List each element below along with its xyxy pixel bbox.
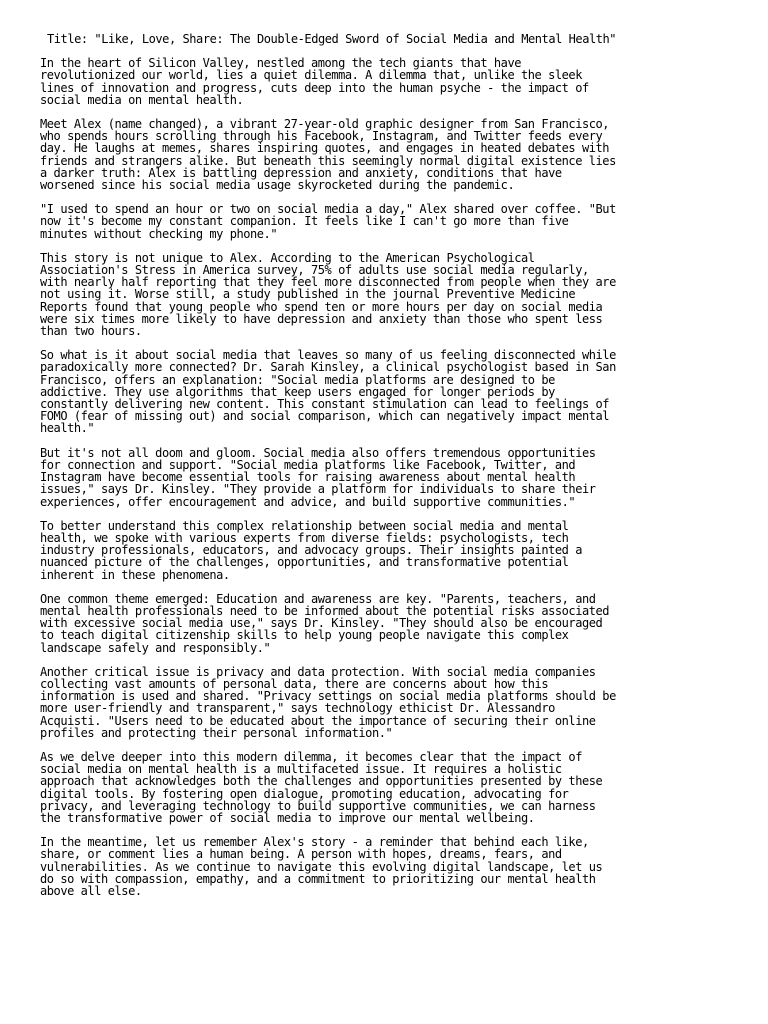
paragraph-5: So what is it about social media that leaves so many of us feeling disconnected while paradoxically more connected? Dr. Sarah Kinsley, a clinical psychologist based in San Francisco, offers an explanation: "Social media platforms are designed to be addictive. They use algorithms that keep users engaged for longer periods by constantly delivering new content. This constant stimulation can lead to feelings of FOMO (fear of missing out) and social comparison, which can negatively impact mental health." — [40, 348, 616, 436]
paragraph-8: One common theme emerged: Education and awareness are key. "Parents, teachers, and mental health professionals need to be informed about the potential risks associated with excessive social media use," says Dr. Kinsley. "They should also be encouraged to teach digital citizenship skills to help young people navigate this complex landscape safely and responsibly." — [40, 591, 610, 655]
paragraph-6: But it's not all doom and gloom. Social media also offers tremendous opportunities for connection and support. "Social media platforms like Facebook, Twitter, and Instagram have become essential tools for raising awareness about mental health issues," says Dr. Kinsley. "They provide a platform for individuals to share their experiences, offer encouragement and advice, and build supportive communities." — [40, 445, 596, 509]
paragraph-3: "I used to spend an hour or two on social media a day," Alex shared over coffee. "But now it's become my constant companion. It feels like I can't go more than five minutes without checking my phone." — [40, 202, 616, 241]
paragraph-11: In the meantime, let us remember Alex's story - a reminder that behind each like, share, or comment lies a human being. A person with hopes, dreams, fears, and vulnerabilities. As we continue to navigate this evolving digital landscape, let us do so with compassion, empathy, and a commitment to prioritizing our mental health above all else. — [40, 835, 603, 898]
paragraph-2: Meet Alex (name changed), a vibrant 27-year-old graphic designer from San Francisco, who spends hours scrolling through his Facebook, Instagram, and Twitter feeds every day. He laughs at memes, shares inspiring quotes, and engages in heated debates with friends and strangers alike. But beneath this seemingly normal digital existence lies a darker truth: Alex is battling depression and anxiety, conditions that have worsened since his social media usage skyrocketed during the pandemic. — [40, 117, 616, 193]
paragraph-4: This story is not unique to Alex. According to the American Psychological Association's Stress in America survey, 75% of adults use social media regularly, with nearly half reporting that they feel more disconnected from people when they are not using it. Worse still, a study published in the journal Preventive Medicine Reports found that young people who spend ten or more hours per day on social media were six times more likely to have depression and anxiety than those who spent less than two hours. — [40, 250, 616, 339]
document-title: Title: "Like, Love, Share: The Double-Edged Sword of Social Media and Mental Health" — [47, 32, 617, 46]
document-page — [40, 33, 710, 909]
paragraph-9: Another critical issue is privacy and data protection. With social media companies collecting vast amounts of personal data, there are concerns about how this information is used and shared. "Privacy settings on social media platforms should be more user-friendly and transparent," says technology ethicist Dr. Alessandro Acquisti. "Users need to be educated about the importance of securing their online profiles and protecting their personal information." — [40, 664, 616, 740]
paragraph-10: As we delve deeper into this modern dilemma, it becomes clear that the impact of social media on mental health is a multifaceted issue. It requires a holistic approach that acknowledges both the challenges and opportunities presented by these digital tools. By fostering open dialogue, promoting education, advocating for privacy, and leveraging technology to build supportive communities, we can harness the transformative power of social media to improve our mental wellbeing. — [40, 749, 603, 825]
paragraph-7: To better understand this complex relationship between social media and mental health, we spoke with various experts from diverse fields: psychologists, tech industry professionals, educators, and advocacy groups. Their insights painted a nuanced picture of the challenges, opportunities, and transformative potential inherent in these phenomena. — [40, 518, 582, 582]
paragraph-1: In the heart of Silicon Valley, nestled among the tech giants that have revolutionized our world, lies a quiet dilemma. A dilemma that, unlike the sleek lines of innovation and progress, cuts deep into the human psyche - the impact of social media on mental health. — [40, 56, 589, 107]
